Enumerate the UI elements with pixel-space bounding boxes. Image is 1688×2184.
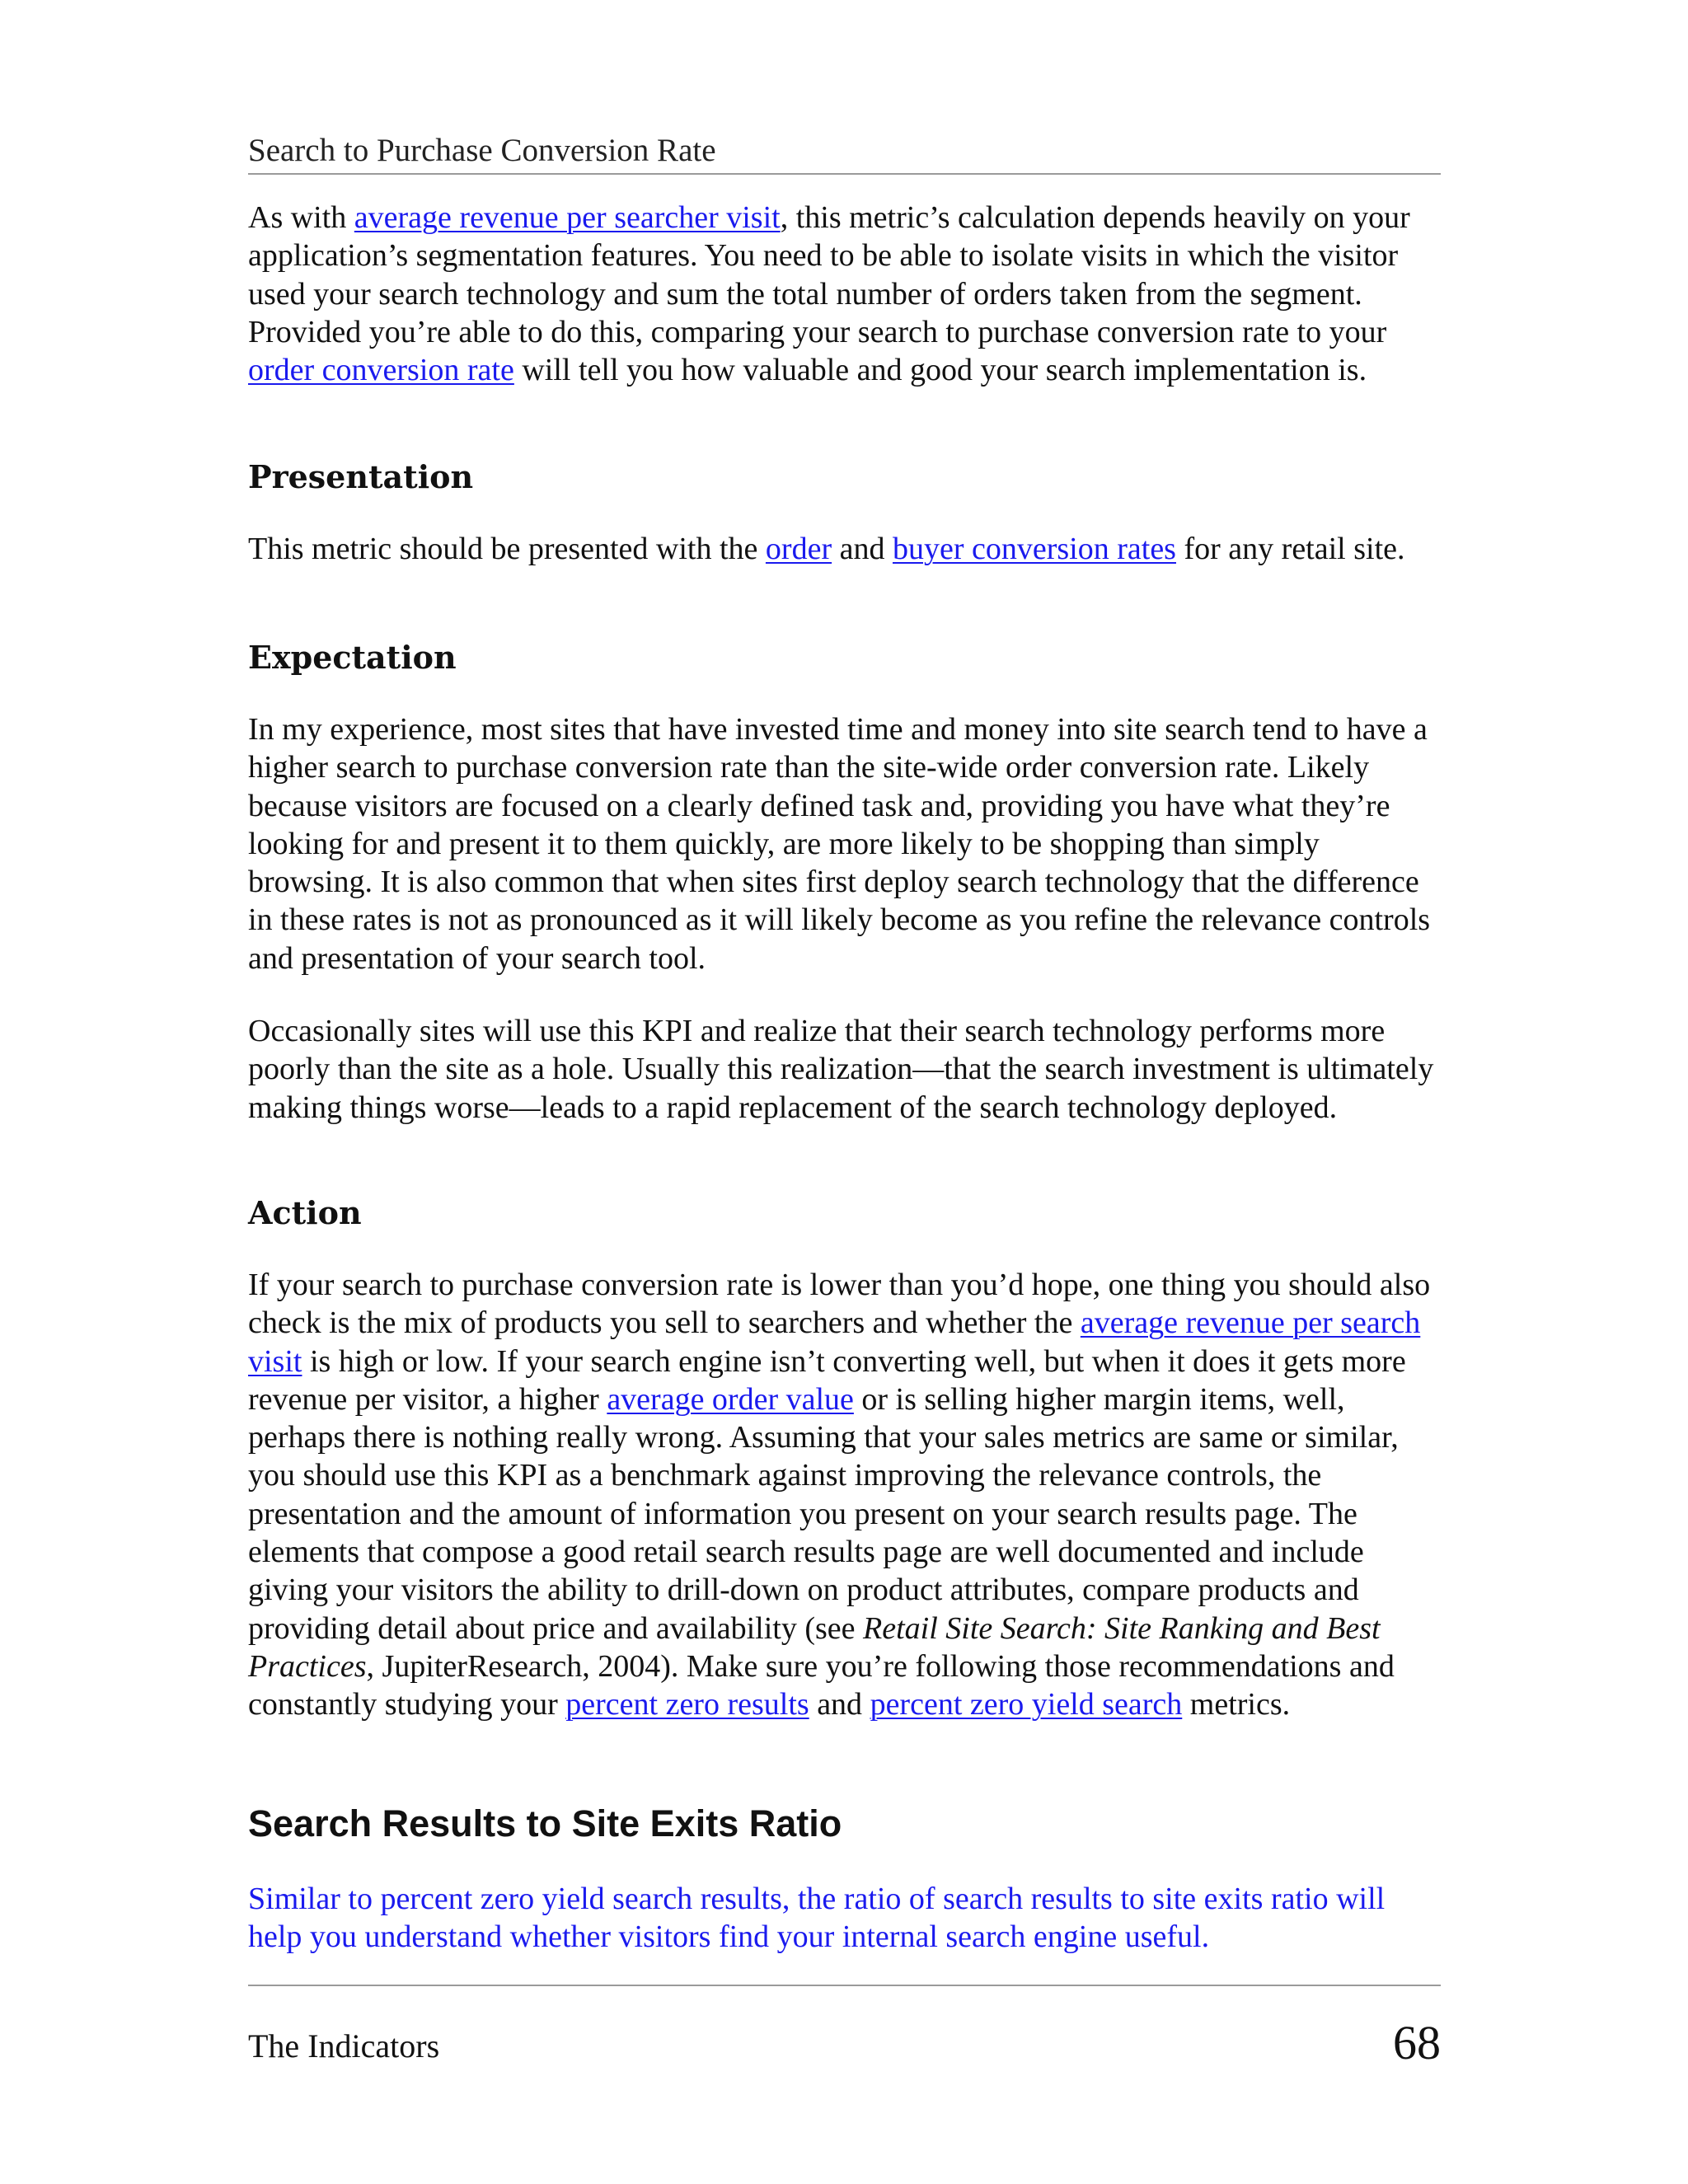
action-text-f: metrics.	[1182, 1687, 1291, 1722]
link-average-revenue-per-searcher-visit[interactable]: average revenue per searcher visit	[354, 200, 781, 235]
expectation-text-2: Occasionally sites will use this KPI and realize that their search technology performs more poorly than the site as a hole. Usually this realization—that the search investment is ultimately making things worse—leads to a rapid replacement of the search technology deployed.	[248, 1014, 1434, 1125]
footer-divider	[248, 1985, 1441, 1986]
page-number: 68	[1393, 2016, 1441, 2069]
next-section-intro-text: Similar to percent zero yield search results, the ratio of search results to site exits ratio will help you understand whether visitors find your internal search engine useful.	[248, 1882, 1386, 1955]
presentation-text-c: for any retail site.	[1175, 532, 1405, 566]
action-text-e: and	[809, 1687, 870, 1722]
header-divider	[248, 173, 1441, 175]
link-percent-zero-yield-search[interactable]: percent zero yield search	[870, 1687, 1183, 1722]
action-text-c: or is selling higher margin items, well, perhaps there is nothing really wrong. Assuming that your sales metrics are same or similar, you should use this KPI as a benchmark against improving the relevance controls, the presentation and the amount of information you present on your search results page. The elements that compose a good retail search results page are well documented and include giving your visitors the ability to drill-down on product attributes, compare products and providing detail about price and availability (see	[248, 1381, 1399, 1646]
citation-title: Retail Site Search: Site Ranking and Best Practices	[248, 1610, 1381, 1684]
intro-text-b: , this metric’s calculation depends heavily on your application’s segmentation features. You need to be able to isolate visits in which the visitor used your search technology and sum the total number of orders taken from the segment. Provided you’re able to do this, comparing your search to purchase conversion rate to your	[248, 200, 1410, 349]
link-buyer-conversion-rates[interactable]: buyer conversion rates	[892, 532, 1176, 566]
intro-paragraph	[248, 199, 1441, 389]
intro-text-a: As with	[248, 200, 354, 235]
link-average-revenue-per-search-visit[interactable]: average revenue per search visit	[248, 1305, 1421, 1379]
running-header: Search to Purchase Conversion Rate	[248, 133, 716, 168]
expectation-text-1: In my experience, most sites that have invested time and money into site search tend to have a higher search to purchase conversion rate than the site-wide order conversion rate. Likely because visitors are focused on a clearly defined task and, providing you have what they’re looking for and present it to them quickly, are more likely to be shopping than simply browsing. It is also common that when sites first deploy search technology that the difference in these rates is not as pronounced as it will likely become as you refine the relevance controls and presentation of your search tool.	[248, 712, 1431, 976]
presentation-paragraph	[248, 530, 1441, 568]
action-text-d: , JupiterResearch, 2004). Make sure you’re following those recommendations and constantly studying your	[248, 1648, 1395, 1722]
link-order[interactable]: order	[765, 532, 832, 566]
link-average-order-value[interactable]: average order value	[607, 1381, 854, 1417]
heading-expectation: Expectation	[248, 639, 457, 676]
expectation-paragraph-2	[248, 1012, 1441, 1127]
action-text-b: is high or low. If your search engine isn’t converting well, but when it does it gets more revenue per visitor, a higher	[248, 1343, 1406, 1417]
running-footer: The Indicators	[248, 2027, 440, 2064]
link-percent-zero-results[interactable]: percent zero results	[565, 1687, 809, 1722]
action-paragraph	[248, 1266, 1441, 1724]
document-page	[248, 0, 1441, 2184]
presentation-text-a: This metric should be presented with the	[248, 532, 766, 566]
heading-search-results-to-site-exits-ratio: Search Results to Site Exits Ratio	[248, 1802, 842, 1844]
expectation-paragraph-1	[248, 710, 1441, 977]
action-text-a: If your search to purchase conversion rate is lower than you’d hope, one thing you should also check is the mix of products you sell to searchers and whether the	[248, 1268, 1431, 1341]
presentation-text-b: and	[832, 532, 893, 566]
intro-text-c: will tell you how valuable and good your search implementation is.	[513, 353, 1367, 388]
link-order-conversion-rate[interactable]: order conversion rate	[248, 353, 514, 388]
heading-action: Action	[248, 1194, 362, 1231]
next-section-intro	[248, 1880, 1441, 1957]
heading-presentation: Presentation	[248, 458, 474, 495]
